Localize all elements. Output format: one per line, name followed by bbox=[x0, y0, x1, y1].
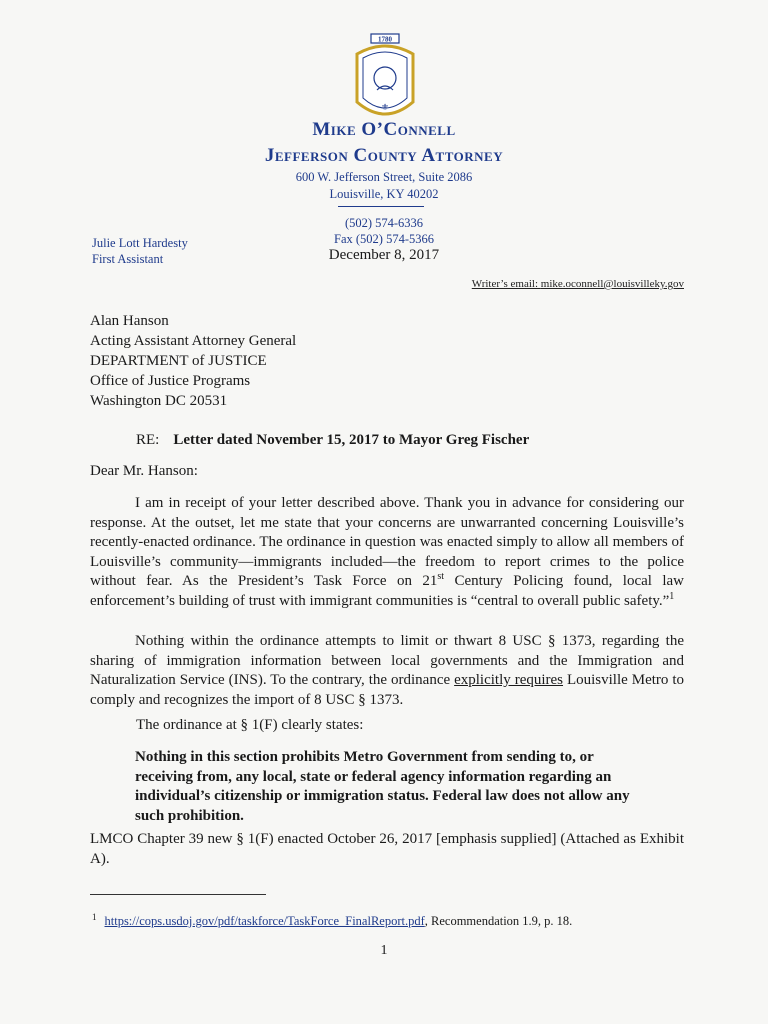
footnote-ref-1[interactable]: 1 bbox=[669, 590, 675, 602]
writer-email-link[interactable]: mike.oconnell@louisvilleky.gov bbox=[540, 278, 684, 290]
footnote-url-link[interactable]: https://cops.usdoj.gov/pdf/taskforce/TaskForce_FinalReport.pdf bbox=[104, 914, 425, 929]
letter-date: December 8, 2017 bbox=[328, 247, 440, 263]
page-number: 1 bbox=[380, 943, 388, 958]
footnote-1 bbox=[92, 912, 572, 929]
recipient-name: Alan Hanson bbox=[90, 313, 169, 329]
recipient-office: Office of Justice Programs bbox=[90, 373, 251, 389]
re-subject: Letter dated November 15, 2017 to Mayor Greg Fischer bbox=[173, 432, 530, 448]
paragraph-1-text-a: I am in receipt of your letter described above. Thank you in advance for considering our response. At the outset, let me state that your concerns are unwarranted concerning Louisville’s recently-enacted ordinance. The ordinance in question was enacted simply to allow all members of Louisville’s community—immigrants included—the freedom to report crimes to the police without fear. As the President’s Task Force on 21 bbox=[90, 495, 684, 589]
footnote-divider bbox=[90, 894, 266, 895]
office-address-city: Louisville, KY 40202 bbox=[329, 187, 439, 201]
paragraph-1-text-b: Century Policing found, local law enforcement’s building of trust with immigrant communities is “central to overall public safety.” bbox=[90, 573, 684, 609]
attorney-name: Mike O’Connell bbox=[312, 119, 456, 140]
office-title: Jefferson County Attorney bbox=[264, 145, 504, 166]
paragraph-1-ordinal: st bbox=[437, 571, 445, 582]
recipient-city: Washington DC 20531 bbox=[90, 393, 228, 409]
footnote-text: , Recommendation 1.9, p. 18. bbox=[424, 914, 573, 929]
office-address-street: 600 W. Jefferson Street, Suite 2086 bbox=[295, 170, 473, 184]
paragraph-2-emphasis: explicitly requires bbox=[454, 672, 564, 688]
recipient-department: DEPARTMENT of JUSTICE bbox=[90, 353, 267, 369]
re-line bbox=[136, 432, 529, 449]
county-seal-icon bbox=[345, 30, 425, 130]
letterhead-divider bbox=[338, 206, 424, 207]
ordinance-quote: Nothing in this section prohibits Metro Government from sending to, or receiving from, any local, state or federal agency information regarding an individual’s citizenship or immigration status. Federal law does not allow any such prohibition. bbox=[135, 749, 630, 824]
svg-text:⚜: ⚜ bbox=[380, 103, 390, 113]
first-assistant-role: First Assistant bbox=[92, 252, 164, 266]
paragraph-3: The ordinance at § 1(F) clearly states: bbox=[136, 717, 364, 733]
salutation: Dear Mr. Hanson: bbox=[90, 463, 198, 479]
paragraph-2 bbox=[90, 632, 684, 710]
paragraph-2-text-a: Nothing within the ordinance attempts to limit or thwart 8 USC § 1373, regarding the sharing of immigration information between local governments and the Immigration and Naturalization Service (INS). To the contrary, the ordinance bbox=[90, 633, 684, 688]
paragraph-1 bbox=[90, 494, 684, 611]
first-assistant-name: Julie Lott Hardesty bbox=[92, 236, 188, 250]
seal-year: 1780 bbox=[378, 35, 392, 44]
paragraph-2-text-b: Louisville Metro to comply and recognizes the import of 8 USC § 1373. bbox=[90, 672, 684, 708]
writer-email-line bbox=[472, 278, 684, 290]
office-fax: Fax (502) 574-5366 bbox=[334, 232, 434, 246]
footnote-number: 1 bbox=[92, 912, 97, 922]
writer-email-label: Writer’s email: bbox=[471, 278, 541, 290]
office-phone: (502) 574-6336 bbox=[344, 216, 424, 230]
recipient-title: Acting Assistant Attorney General bbox=[90, 333, 297, 349]
paragraph-4: LMCO Chapter 39 new § 1(F) enacted October 26, 2017 [emphasis supplied] (Attached as Exhibit A). bbox=[90, 831, 684, 867]
re-label: RE: bbox=[136, 432, 160, 448]
